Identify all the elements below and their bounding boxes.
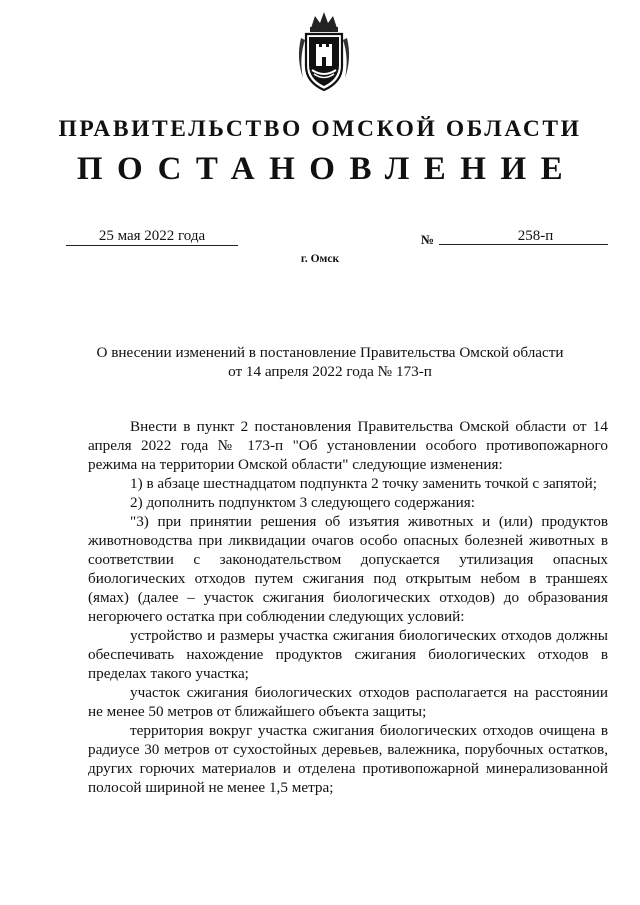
document-type-title: ПОСТАНОВЛЕНИЕ	[76, 151, 578, 187]
document-date: 25 мая 2022 года	[66, 228, 238, 246]
document-subject	[60, 343, 600, 381]
number-sign: №	[421, 232, 435, 247]
paragraph-3: 2) дополнить подпунктом 3 следующего содержания:	[130, 494, 475, 511]
government-title: ПРАВИТЕЛЬСТВО ОМСКОЙ ОБЛАСТИ	[58, 116, 582, 142]
subject-line-2: от 14 апреля 2022 года № 173-п	[228, 363, 432, 380]
paragraph-1: Внести в пункт 2 постановления Правительства Омской области от 14 апреля 2022 года № 173-п "Об установлении особого противопожарного режима на территории Омской области" следующие изменения:	[88, 418, 608, 473]
city-label: г. Омск	[300, 253, 340, 265]
paragraph-5: устройство и размеры участка сжигания биологических отходов должны обеспечивать нахождение продуктов сжигания биологических отходов в пределах такого участка;	[88, 627, 608, 682]
document-body	[88, 417, 608, 797]
document-number: 258-п	[439, 228, 608, 245]
paragraph-6: участок сжигания биологических отходов располагается на расстоянии не менее 50 метров от ближайшего объекта защиты;	[88, 684, 608, 720]
paragraph-7: территория вокруг участка сжигания биологических отходов очищена в радиусе 30 метров от сухостойных деревьев, валежника, порубочных остатков, других горючих материалов и отделена противопожарной минерализованной полосой шириной не менее 1,5 метра;	[88, 722, 608, 796]
paragraph-4: "3) при принятии решения об изъятия животных и (или) продуктов животноводства при ликвидации очагов особо опасных болезней животных в соответствии с законодательством допускается утилизация опасных биологических отходов путем сжигания под открытым небом в траншеях (ямах) (далее – участок сжигания биологических отходов) до образования негорючего остатка при соблюдении следующих условий:	[88, 513, 608, 625]
subject-line-1: О внесении изменений в постановление Правительства Омской области	[96, 344, 564, 361]
coat-of-arms-icon	[295, 8, 353, 94]
paragraph-2: 1) в абзаце шестнадцатом подпункта 2 точку заменить точкой с запятой;	[130, 475, 597, 492]
